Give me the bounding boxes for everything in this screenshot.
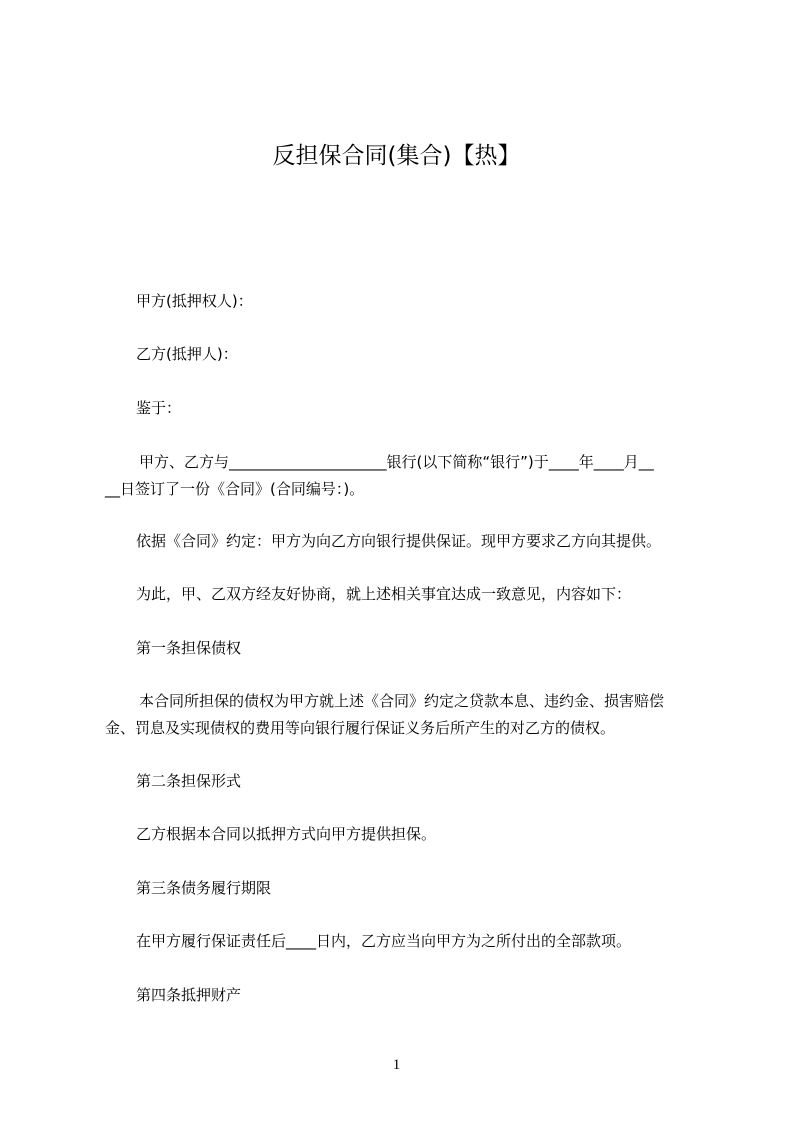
basis-paragraph: 依据《合同》约定：甲方为向乙方向银行提供保证。现甲方要求乙方向其提供。: [136, 532, 662, 550]
party-b-line: 乙方(抵押人)：: [136, 345, 238, 363]
article-2-body: 乙方根据本合同以抵押方式向甲方提供担保。: [136, 825, 437, 843]
background-line-1: 甲方、乙方与_____________________银行(以下简称“银行”)于____年____月__: [139, 453, 654, 471]
article-3-body: 在甲方履行保证责任后____日内，乙方应当向甲方为之所付出的全部款项。: [136, 932, 632, 950]
page-number: 1: [392, 1057, 401, 1073]
party-a-line: 甲方(抵押权人)：: [136, 292, 253, 310]
article-1-heading: 第一条担保债权: [136, 639, 242, 657]
document-title: 反担保合同(集合)【热】: [272, 143, 521, 169]
whereas-line: 鉴于：: [136, 399, 182, 417]
article-1-line-2: 金、罚息及实现债权的费用等向银行履行保证义务后所产生的对乙方的债权。: [105, 719, 616, 737]
article-1-line-1: 本合同所担保的债权为甲方就上述《合同》约定之贷款本息、违约金、损害赔偿: [139, 692, 665, 710]
article-4-heading: 第四条抵押财产: [136, 986, 242, 1004]
background-line-2: __日签订了一份《合同》(合同编号：)。: [105, 480, 365, 498]
article-3-heading: 第三条债务履行期限: [136, 879, 272, 897]
article-2-heading: 第二条担保形式: [136, 772, 242, 790]
purpose-paragraph: 为此，甲、乙双方经友好协商，就上述相关事宜达成一致意见，内容如下：: [136, 585, 632, 603]
